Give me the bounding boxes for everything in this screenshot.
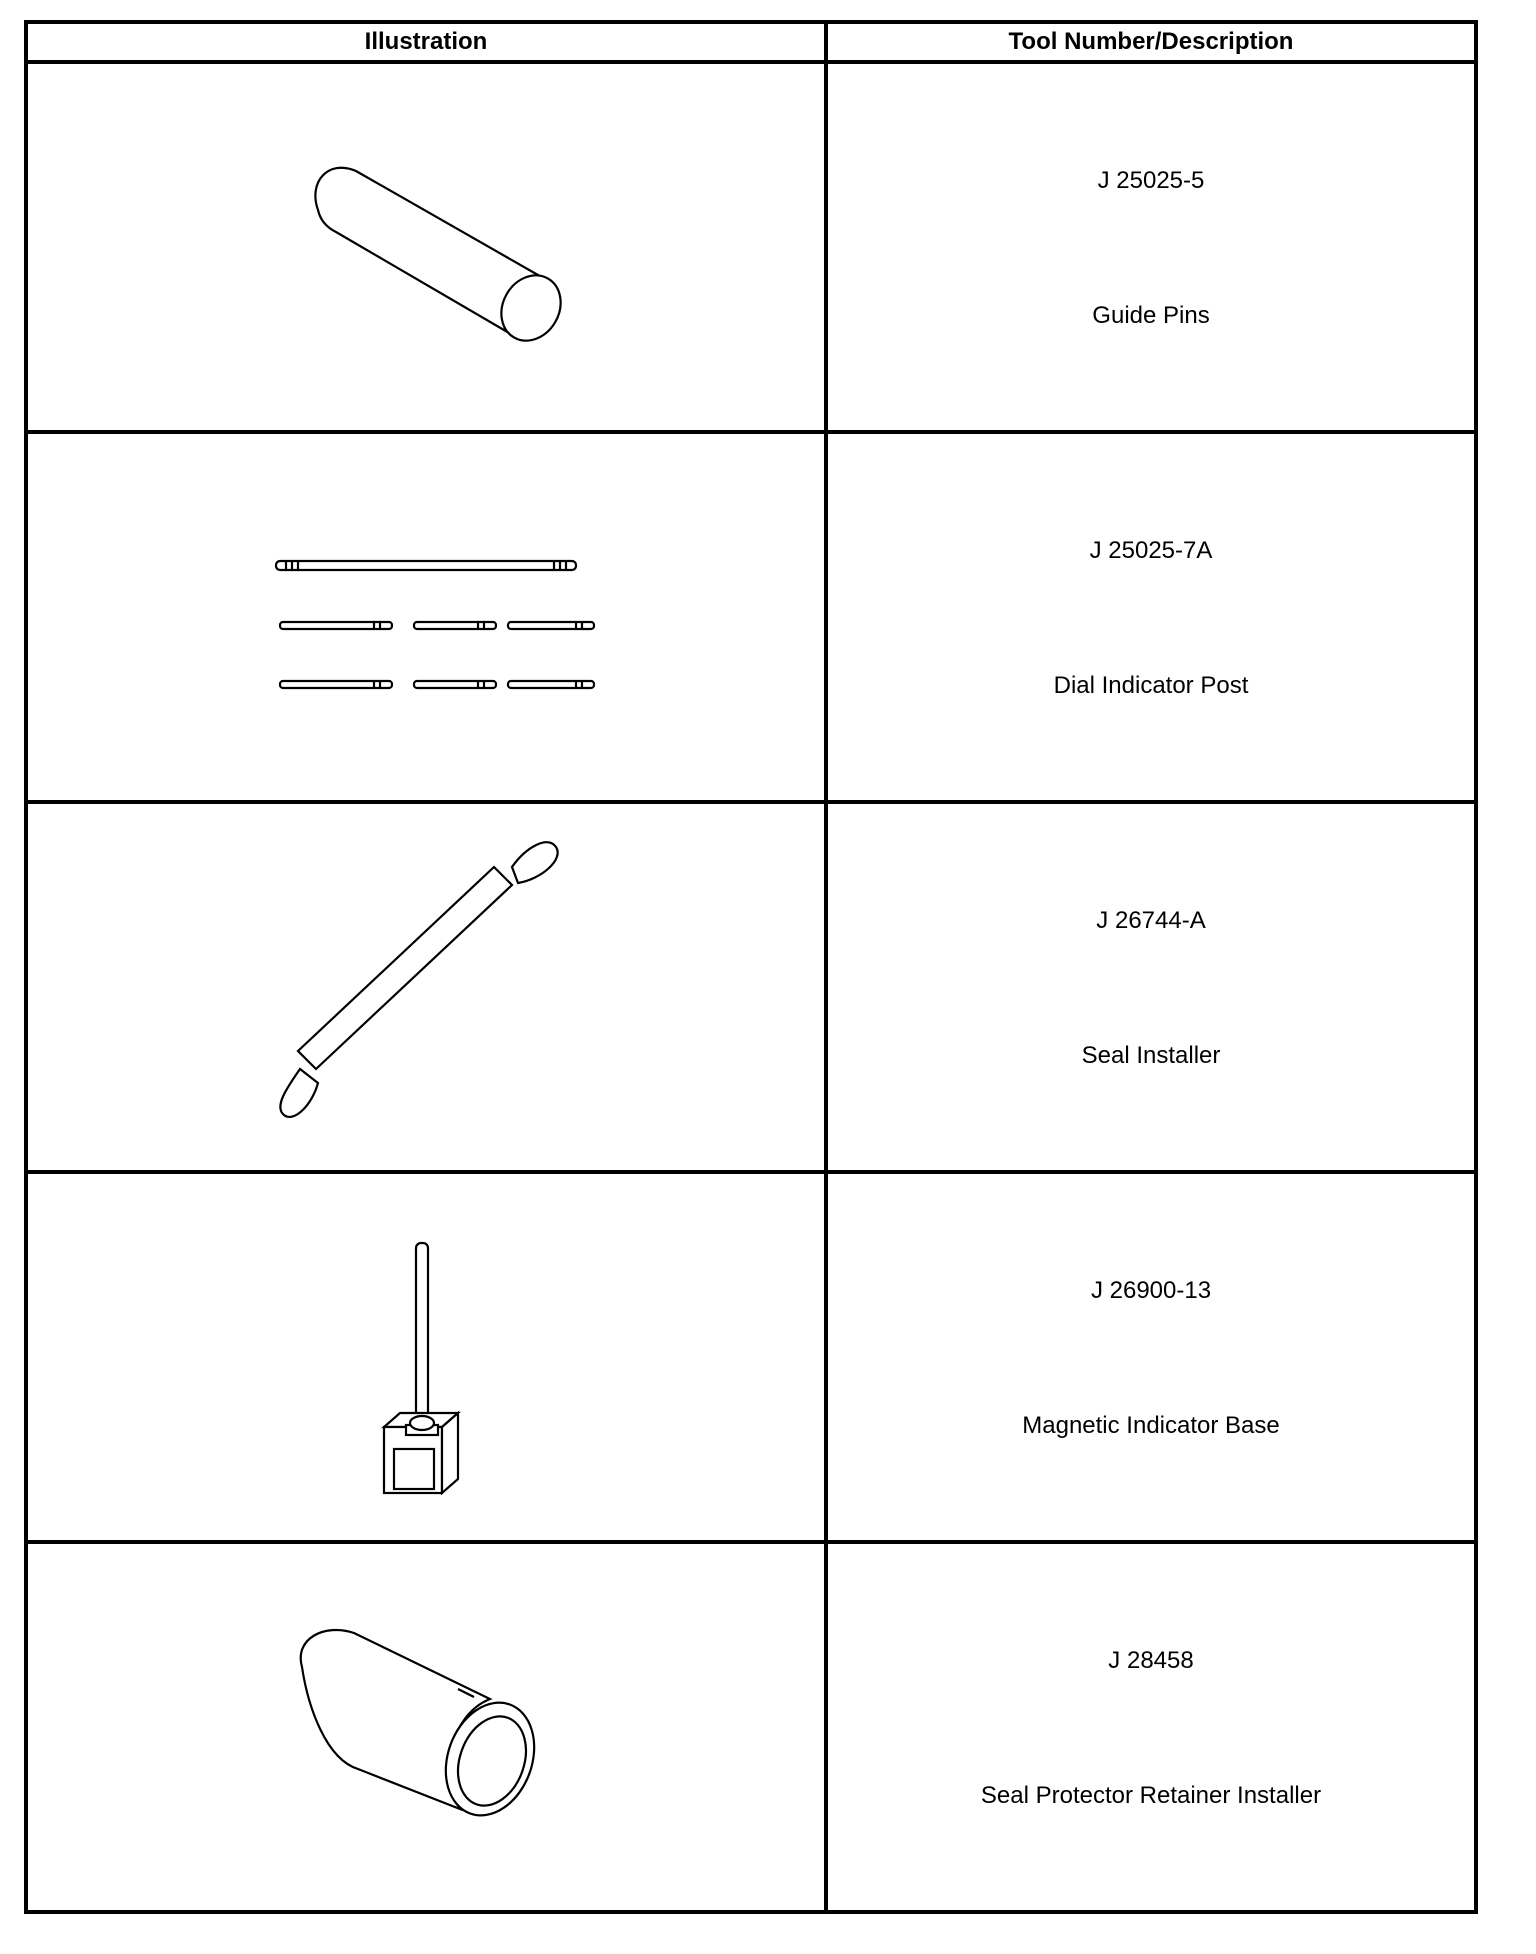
- table-row: [26, 802, 1476, 1172]
- table-row: [26, 62, 1476, 432]
- seal-installer-icon: [246, 807, 606, 1167]
- seal-protector-retainer-installer-icon: [246, 1547, 606, 1907]
- illustration-cell: [26, 802, 826, 1172]
- tool-number: J 25025-7A: [1089, 537, 1213, 564]
- illustration-cell: [26, 1542, 826, 1912]
- header-tool-number-description: Tool Number/Description: [826, 22, 1476, 62]
- guide-pin-icon: [246, 67, 606, 427]
- table-row: [26, 1542, 1476, 1912]
- table-row: [26, 1172, 1476, 1542]
- description-cell: [826, 1172, 1476, 1542]
- header-illustration: Illustration: [26, 22, 826, 62]
- description-cell: [826, 432, 1476, 802]
- tool-number: J 25025-5: [1097, 167, 1205, 194]
- tool-number: J 26900-13: [1090, 1277, 1212, 1304]
- dial-indicator-post-icon: [246, 437, 606, 797]
- description-cell: [826, 62, 1476, 432]
- illustration-cell: [26, 432, 826, 802]
- tool-number: J 28458: [1108, 1647, 1194, 1674]
- tool-description: Dial Indicator Post: [1053, 672, 1249, 699]
- table-header-row: [26, 22, 1476, 62]
- description-cell: [826, 1542, 1476, 1912]
- tool-description: Seal Installer: [1081, 1042, 1221, 1069]
- tool-description: Guide Pins: [1092, 302, 1210, 329]
- tool-number: J 26744-A: [1096, 907, 1206, 934]
- tool-description: Magnetic Indicator Base: [1022, 1412, 1280, 1439]
- special-tools-table: [24, 20, 1478, 1914]
- magnetic-indicator-base-icon: [246, 1177, 606, 1537]
- illustration-cell: [26, 62, 826, 432]
- illustration-cell: [26, 1172, 826, 1542]
- tool-description: Seal Protector Retainer Installer: [980, 1782, 1322, 1809]
- table-row: [26, 432, 1476, 802]
- description-cell: [826, 802, 1476, 1172]
